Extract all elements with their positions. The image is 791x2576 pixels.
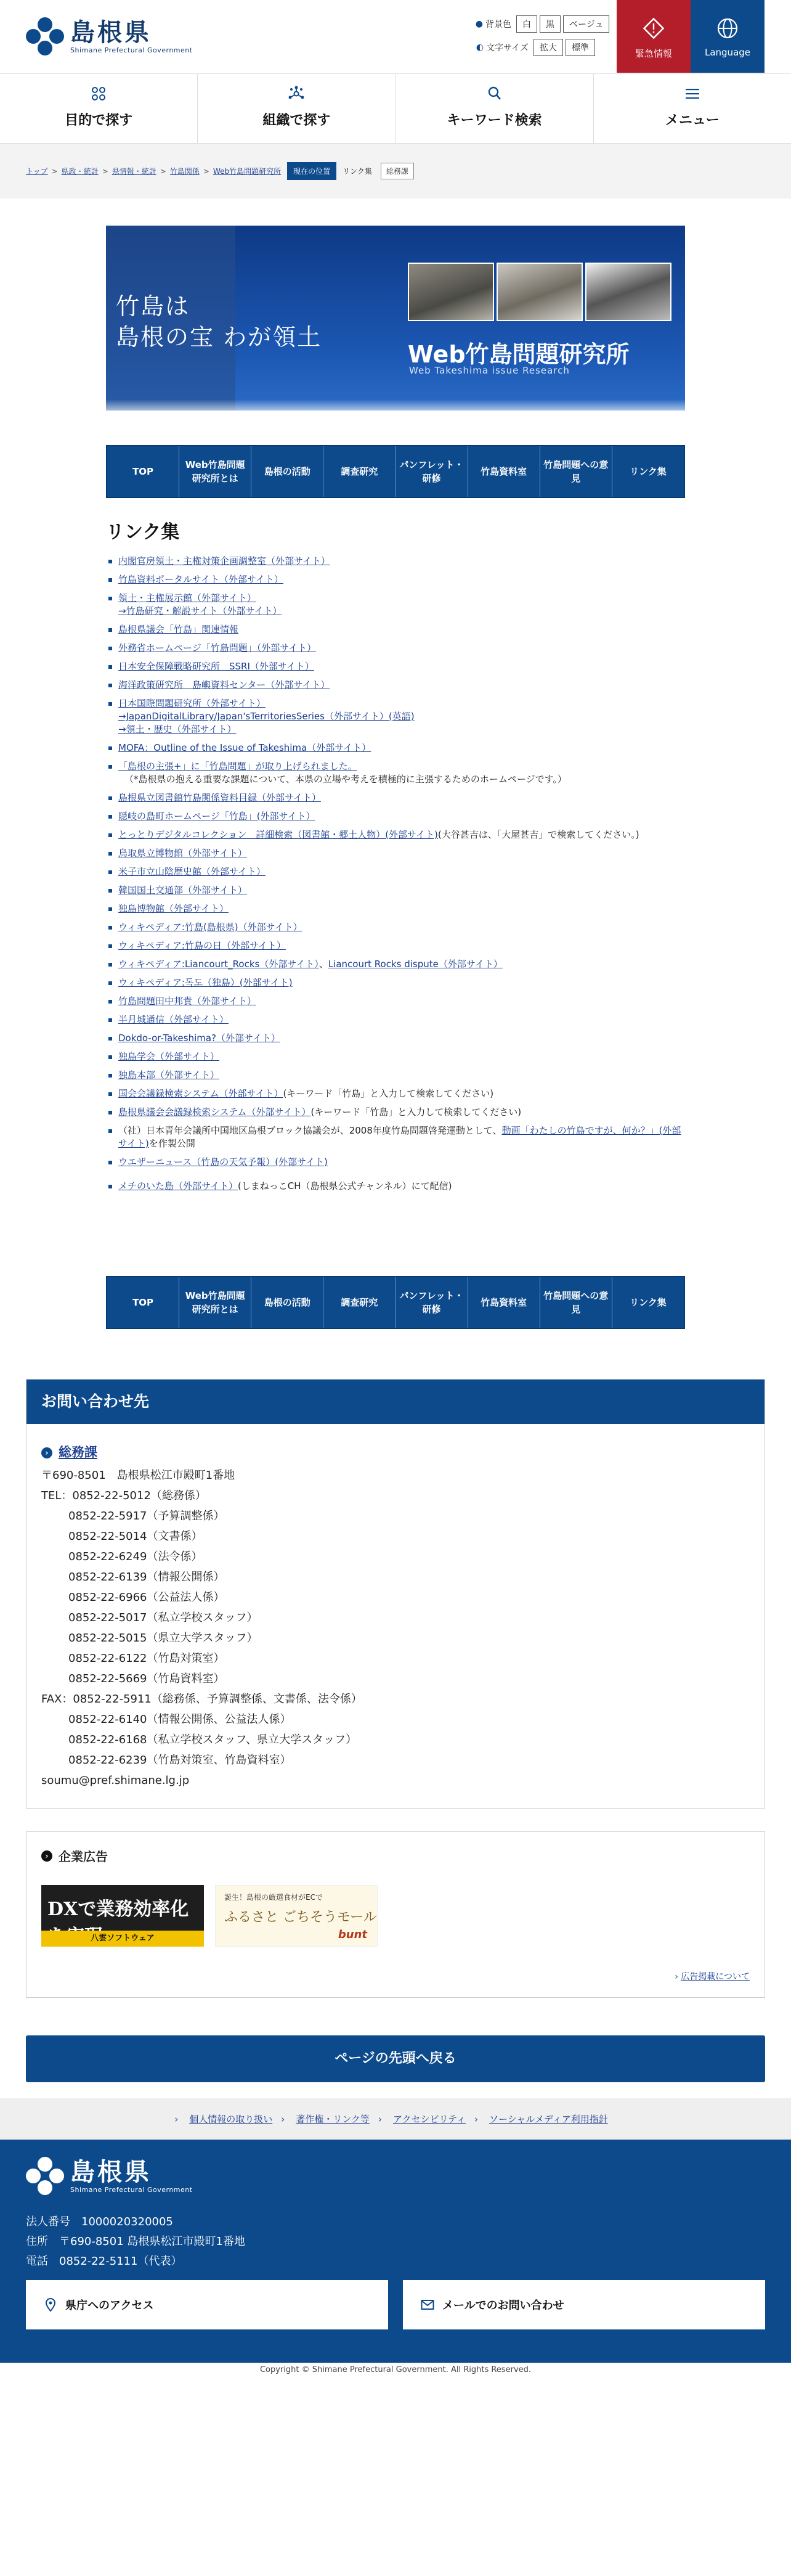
takeshima-subnav-top [106, 445, 685, 498]
list-item [106, 921, 685, 934]
takeshima-banner[interactable] [106, 226, 685, 411]
list-item [106, 1032, 685, 1045]
fax-number: 0852-22-6239（竹島対策室、竹島資料室） [68, 1754, 291, 1767]
banner-photo-historical [585, 263, 671, 321]
footer-logo-sub: Shimane Prefectural Government [70, 2185, 193, 2194]
list-item [106, 697, 685, 736]
tel-label: TEL： [41, 1489, 73, 1502]
list-item [106, 1106, 685, 1119]
bg-white-button[interactable]: 白 [516, 15, 537, 33]
tel-number: 0852-22-5669（竹島資料室） [68, 1672, 225, 1685]
map-pin-icon [43, 2297, 58, 2312]
tel-number: 0852-22-5015（県立大学スタッフ） [68, 1632, 258, 1645]
footer-logo[interactable] [26, 2157, 193, 2195]
subnav-pamphlet[interactable]: パンフレット・研修 [396, 446, 468, 497]
language-label: Language [704, 47, 751, 58]
item-note: (キーワード「竹島」と入力して検索してください) [283, 1088, 494, 1099]
tel-number: 0852-22-6122（竹島対策室） [68, 1652, 225, 1665]
breadcrumb-top[interactable]: トップ [26, 167, 48, 176]
bg-color-label: 背景色 [485, 20, 511, 30]
banner-title: Web竹島問題研究所 [408, 341, 630, 368]
access-label: 県庁へのアクセス [65, 2299, 154, 2312]
link[interactable]: メチのいた島（外部サイト） [118, 1180, 238, 1192]
footer-link-privacy[interactable]: 個人情報の取り扱い [189, 2114, 273, 2125]
banner-slogan-line1: 竹島は [116, 293, 190, 320]
chevron-right-icon: › [281, 2113, 285, 2125]
link[interactable]: 海洋政策研究所 島嶼資料センター（外部サイト） [118, 679, 330, 690]
tel-number: 0852-22-6966（公益法人係） [68, 1591, 225, 1604]
list-item [106, 660, 685, 673]
link[interactable]: 島根県議会会議録検索システム（外部サイト） [118, 1106, 311, 1118]
list-item [106, 939, 685, 952]
access-button[interactable] [26, 2280, 388, 2329]
link[interactable]: 韓国国土交通部（外部サイト） [118, 885, 247, 896]
contact-address: 〒690-8501 島根県松江市殿町1番地 [41, 1469, 235, 1482]
chevron-right-icon: › [474, 2113, 478, 2125]
prefecture-emblem-icon [26, 17, 64, 55]
ad-banner-yakumo[interactable] [41, 1885, 204, 1947]
chevron-right-icon: › [378, 2113, 382, 2125]
gnav-menu-label: メニュー [665, 113, 720, 128]
list-item [106, 828, 685, 841]
link[interactable]: 日本安全保障戦略研究所 SSRI（外部サイト） [118, 661, 314, 672]
page-title: リンク集 [106, 521, 180, 543]
search-icon [486, 85, 503, 102]
footer-address: 住所 〒690-8501 島根県松江市殿町1番地 [26, 2235, 245, 2248]
chevron-right-icon: › [41, 1850, 52, 1862]
ad1-sponsor: 八雲ソフトウェア [41, 1931, 204, 1947]
footer-link-copyright[interactable]: 著作権・リンク等 [296, 2114, 370, 2125]
list-item [106, 1013, 685, 1026]
breadcrumb-web-takeshima[interactable]: Web竹島問題研究所 [213, 167, 282, 176]
footer-link-accessibility[interactable]: アクセシビリティ [392, 2114, 466, 2125]
site-logo[interactable] [26, 17, 193, 55]
bg-color-row [461, 15, 612, 33]
subnav-archive[interactable]: 竹島資料室 [468, 446, 540, 497]
chevron-right-icon: › [41, 1447, 52, 1458]
link[interactable]: 内閣官房領土・主権対策企画調整室（外部サイト） [118, 555, 330, 566]
gnav-keyword-search-label: キーワード検索 [447, 113, 542, 128]
list-item [106, 847, 685, 860]
ad2-brand: bunt [338, 1928, 367, 1941]
mail-contact-button[interactable] [403, 2280, 765, 2329]
emergency-label: 緊急情報 [635, 48, 672, 59]
emergency-info-button[interactable] [617, 0, 691, 73]
link[interactable]: 鳥取県立博物館（外部サイト） [118, 848, 247, 859]
font-size-label: 文字サイズ [486, 43, 529, 53]
subnav-top[interactable]: TOP [107, 1277, 179, 1328]
footer-link-social-media[interactable]: ソーシャルメディア利用指針 [489, 2114, 608, 2125]
link[interactable]: ウィキペディア:竹島の日（外部サイト） [118, 940, 286, 951]
link[interactable]: ウィキペディア:독도（独島）(外部サイト) [118, 977, 293, 988]
list-item [106, 865, 685, 878]
item-note: (キーワード「竹島」と入力して検索してください) [310, 1106, 522, 1118]
list-item [106, 791, 685, 804]
department-tag[interactable]: 総務課 [381, 163, 414, 179]
language-button[interactable] [691, 0, 765, 73]
item-note: (しまねっこCH（島根県公式チャンネル）にて配信) [237, 1180, 452, 1192]
list-item [106, 1050, 685, 1063]
current-position-badge: 現在の位置 [287, 162, 336, 180]
copyright: Copyright © Shimane Prefectural Government. All Rights Reserved. [0, 2363, 791, 2378]
subnav-pamphlet[interactable]: パンフレット・研修 [396, 1277, 468, 1328]
bg-black-button[interactable]: 黒 [540, 15, 561, 33]
subnav-opinion[interactable]: 竹島問題への意見 [540, 1277, 612, 1328]
grid-circles-icon [90, 85, 107, 102]
subnav-activities[interactable]: 島根の活動 [251, 446, 323, 497]
subnav-links[interactable]: リンク集 [630, 466, 667, 477]
list-item: ウィキペディア:Liancourt_Rocks（外部サイト）、Liancourt Rocks dispute（外部サイト） [106, 958, 685, 971]
link[interactable]: Dokdo-or-Takeshima?（外部サイト） [118, 1032, 280, 1044]
chevron-right-icon: › [675, 1972, 678, 1982]
gnav-organization-label: 組織で探す [262, 113, 331, 128]
list-item [106, 1087, 685, 1100]
takeshima-subnav-bottom [106, 1276, 685, 1329]
subnav-research[interactable]: 調査研究 [323, 1277, 396, 1328]
list-item [106, 555, 685, 568]
ad1-headline: DXで業務効率化 [47, 1899, 189, 1920]
list-item [106, 995, 685, 1008]
link-list [106, 555, 685, 1193]
footer-phone: 電話 0852-22-5111（代表） [26, 2255, 182, 2268]
corporate-number: 法人番号 1000020320005 [26, 2215, 173, 2228]
item-note: (大谷甚吉は、「大屋甚吉」で検索してください。) [437, 829, 639, 840]
list-item [106, 1069, 685, 1082]
list-item [106, 760, 685, 786]
breadcrumb-takeshima[interactable]: 竹島関係 [169, 167, 200, 176]
link[interactable]: 米子市立山陰歴史館（外部サイト） [118, 866, 266, 877]
breadcrumb-current: リンク集 [343, 167, 372, 176]
list-item [106, 642, 685, 655]
tel-number: 0852-22-5014（文書係） [68, 1530, 203, 1543]
link[interactable]: 「島根の主張+」に「竹島問題」が取り上げられました。 [118, 761, 357, 772]
subnav-activities[interactable]: 島根の活動 [251, 1277, 323, 1328]
gnav-organization[interactable] [198, 74, 396, 143]
breadcrumb: トップ > 県政・統計 > 県情報・統計 > 竹島関係 > Web竹島問題研究所 現在の位置 リンク集 総務課 [0, 144, 791, 198]
department-link[interactable]: 総務課 [59, 1445, 97, 1460]
link[interactable]: ウィキペディア:竹島(島根県)（外部サイト） [118, 922, 302, 933]
tel-number: 0852-22-5012（総務係） [72, 1489, 206, 1502]
list-item [106, 976, 685, 989]
mail-icon [420, 2297, 435, 2312]
gnav-purpose-label: 目的で探す [65, 113, 133, 128]
palette-icon: ● [475, 19, 483, 29]
link[interactable]: 竹島資料ポータルサイト（外部サイト） [118, 574, 283, 585]
link[interactable]: 島根県立図書館竹島関係資料目録（外部サイト） [118, 792, 321, 803]
font-standard-button[interactable]: 標準 [566, 39, 595, 56]
footer-links [0, 2098, 791, 2140]
fax-number: 0852-22-5911（総務係、予算調整係、文書係、法令係） [73, 1693, 362, 1706]
list-item [106, 1124, 685, 1150]
link[interactable]: とっとりデジタルコレクション 詳細検索（図書館・郷土人物）(外部サイト) [118, 829, 438, 840]
tel-number: 0852-22-5017（私立学校スタッフ） [68, 1611, 258, 1624]
contact-email: soumu@pref.shimane.lg.jp [41, 1774, 190, 1787]
ads-box [26, 1831, 765, 1998]
link[interactable]: ウィキペディア:Liancourt_Rocks（外部サイト） [118, 959, 319, 970]
link[interactable]: 日本国際問題研究所（外部サイト） [118, 698, 266, 709]
link[interactable]: 独島学会（外部サイト） [118, 1051, 219, 1062]
gnav-purpose[interactable] [0, 74, 198, 143]
tel-number: 0852-22-6249（法令係） [68, 1550, 203, 1563]
link[interactable]: Liancourt Rocks dispute（外部サイト） [328, 959, 503, 970]
tel-number: 0852-22-6139（情報公開係） [68, 1571, 225, 1584]
fax-number: 0852-22-6140（情報公開係、公益法人係） [68, 1713, 291, 1726]
sub-link[interactable]: →JapanDigitalLibrary/Japan'sTerritoriesSeries（外部サイト）(英語) [118, 711, 415, 722]
sub-link[interactable]: →領土・歴史（外部サイト） [118, 724, 237, 735]
subnav-links[interactable]: リンク集 [630, 1297, 667, 1308]
video-link[interactable]: 動画「わたしの竹島ですが、何か？」(外部サイト) [118, 1125, 681, 1149]
bg-beige-button[interactable]: ベージュ [563, 15, 609, 33]
link[interactable]: MOFA：Outline of the Issue of Takeshima（外部サイト） [118, 742, 371, 753]
hamburger-menu-icon [684, 85, 701, 102]
ad2-title: ふるさと ごちそうモール [224, 1910, 377, 1925]
font-size-row [461, 38, 612, 57]
list-item [106, 884, 685, 897]
subnav-top[interactable]: TOP [107, 446, 179, 497]
link[interactable]: 独島博物館（外部サイト） [118, 903, 229, 914]
link[interactable]: 半月城通信（外部サイト） [118, 1014, 229, 1025]
ad-banner-gochisou[interactable] [215, 1885, 378, 1947]
mail-label: メールでのお問い合わせ [442, 2299, 564, 2312]
breadcrumb-kenjoho[interactable]: 県情報・統計 [112, 167, 156, 176]
banner-title-en: Web Takeshima issue Research [409, 365, 570, 376]
site-header [0, 0, 791, 74]
ad-info-link[interactable]: 広告掲載について [681, 1972, 750, 1982]
chevron-right-icon: › [174, 2113, 179, 2125]
footer-logo-name: 島根県 [70, 2157, 152, 2186]
list-item [106, 1156, 685, 1169]
link-list-section [106, 517, 685, 1198]
contact-heading: お問い合わせ先 [26, 1380, 765, 1424]
subnav-about[interactable]: Web竹島問題研究所とは [179, 446, 251, 497]
list-item [106, 623, 685, 636]
link[interactable]: 独島本部（外部サイト） [118, 1069, 219, 1081]
list-item [106, 592, 685, 618]
link[interactable]: 隠岐の島町ホームページ「竹島」(外部サイト） [118, 811, 315, 822]
logo-sub: Shimane Prefectural Government [70, 46, 193, 54]
list-item [106, 573, 685, 586]
list-item [106, 1180, 685, 1193]
fax-number: 0852-22-6168（私立学校スタッフ、県立大学スタッフ） [68, 1733, 357, 1746]
list-item [106, 810, 685, 823]
ad2-tagline: 誕生！島根の厳選食材がECで [224, 1893, 323, 1902]
banner-photo-island [408, 263, 494, 321]
global-nav [0, 74, 791, 144]
link[interactable]: 竹島問題田中邦貴（外部サイト） [118, 996, 256, 1007]
site-footer [0, 2140, 791, 2378]
contact-box [26, 1379, 765, 1809]
list-item [106, 902, 685, 915]
back-to-top-button[interactable]: ページの先頭へ戻る [26, 2035, 765, 2082]
subnav-archive[interactable]: 竹島資料室 [468, 1277, 540, 1328]
item-note: （社）日本青年会議所中国地区島根ブロック協議会が、2008年度竹島問題啓発運動として、 [118, 1125, 502, 1136]
tel-number: 0852-22-5917（予算調整係） [68, 1510, 225, 1523]
link[interactable]: ウエザーニュース（竹島の天気予報）(外部サイト) [118, 1156, 328, 1167]
item-note: を作製公開 [148, 1138, 195, 1149]
font-size-icon: ◐ [476, 43, 484, 52]
gnav-keyword-search[interactable] [396, 74, 594, 143]
link[interactable]: 外務省ホームページ「竹島問題」（外部サイト） [118, 642, 317, 653]
link[interactable]: 領土・主権展示館（外部サイト） [118, 592, 256, 603]
list-item [106, 679, 685, 692]
gnav-menu[interactable] [594, 74, 791, 143]
link[interactable]: 国会会議録検索システム（外部サイト） [118, 1088, 283, 1099]
subnav-research[interactable]: 調査研究 [323, 446, 396, 497]
banner-photo-rocks [497, 263, 583, 321]
globe-icon [716, 17, 739, 39]
header-tools [461, 15, 612, 62]
prefecture-emblem-icon [26, 2157, 64, 2195]
alert-diamond-icon [643, 17, 665, 39]
subnav-about[interactable]: Web竹島問題研究所とは [179, 1277, 251, 1328]
footer-info [26, 2212, 245, 2271]
list-item [106, 742, 685, 754]
subnav-opinion[interactable]: 竹島問題への意見 [540, 446, 612, 497]
banner-slogan-line2: 島根の宝 わが領土 [116, 324, 322, 351]
font-enlarge-button[interactable]: 拡大 [533, 39, 563, 56]
link[interactable]: 島根県議会「竹島」関連情報 [118, 624, 239, 635]
ads-heading: 企業広告 [59, 1849, 108, 1864]
logo-name: 島根県 [70, 18, 152, 47]
fax-label: FAX： [41, 1693, 73, 1706]
sub-link[interactable]: →竹島研究・解説サイト（外部サイト） [118, 605, 282, 616]
network-icon [288, 85, 305, 102]
item-note: （*島根県の抱える重要な課題について、本県の立場や考えを積極的に主張するためのホームページです。） [124, 774, 567, 785]
banner-photos [408, 263, 674, 321]
breadcrumb-kensei[interactable]: 県政・統計 [61, 167, 99, 176]
